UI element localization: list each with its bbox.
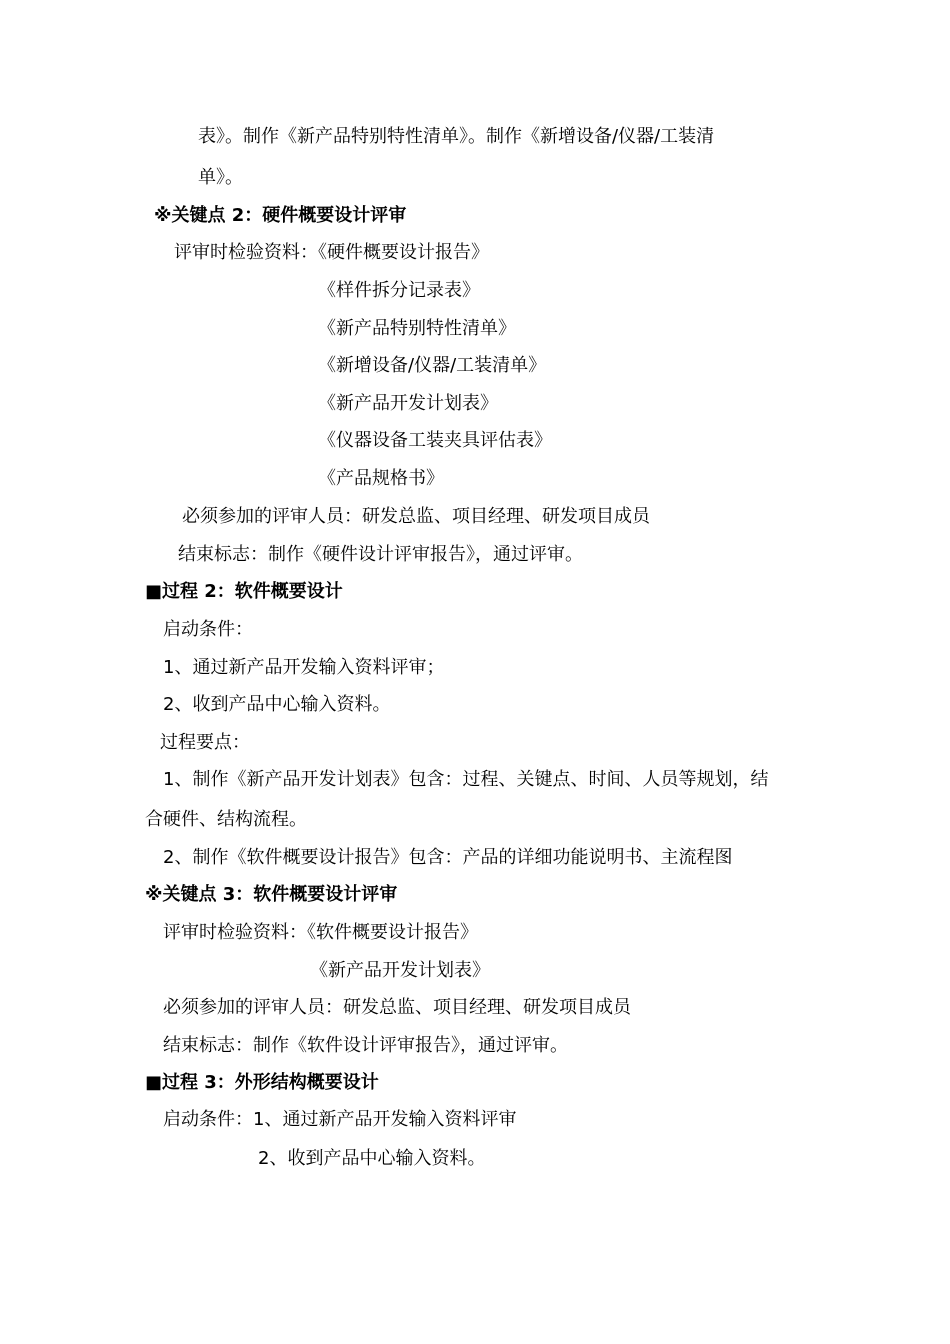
text-line: 《仪器设备工装夹具评估表》 xyxy=(318,430,552,451)
text-line: 1、通过新产品开发输入资料评审； xyxy=(163,657,445,678)
text-line: 过程要点： xyxy=(160,732,250,753)
text-line: 评审时检验资料：《软件概要设计报告》 xyxy=(163,922,478,943)
text-line: 《产品规格书》 xyxy=(318,468,444,489)
text-line: 《样件拆分记录表》 xyxy=(318,280,480,301)
text-line: 必须参加的评审人员：研发总监、项目经理、研发项目成员 xyxy=(163,997,631,1018)
section-heading: ■过程 2：软件概要设计 xyxy=(145,581,343,602)
text-line: 2、收到产品中心输入资料。 xyxy=(258,1148,486,1169)
section-heading: ■过程 3：外形结构概要设计 xyxy=(145,1072,379,1093)
section-heading: ※关键点 3：软件概要设计评审 xyxy=(145,884,398,905)
text-line: 表》。制作《新产品特别特性清单》。制作《新增设备/仪器/工装清 xyxy=(198,126,715,147)
text-line: 单》。 xyxy=(198,167,243,188)
text-line: 评审时检验资料：《硬件概要设计报告》 xyxy=(174,242,489,263)
text-line: 《新产品特别特性清单》 xyxy=(318,318,516,339)
text-line: 1、制作《新产品开发计划表》包含：过程、关键点、时间、人员等规划，结 xyxy=(163,769,769,790)
text-line: 2、收到产品中心输入资料。 xyxy=(163,694,391,715)
text-line: 结束标志：制作《硬件设计评审报告》，通过评审。 xyxy=(178,544,583,565)
text-line: 2、制作《软件概要设计报告》包含：产品的详细功能说明书、主流程图 xyxy=(163,847,733,868)
text-line: 合硬件、结构流程。 xyxy=(145,809,307,830)
text-line: 《新增设备/仪器/工装清单》 xyxy=(318,355,547,376)
text-line: 必须参加的评审人员：研发总监、项目经理、研发项目成员 xyxy=(182,506,650,527)
text-line: 《新产品开发计划表》 xyxy=(310,960,490,981)
section-heading: ※关键点 2：硬件概要设计评审 xyxy=(154,205,407,226)
text-line: 启动条件：1、通过新产品开发输入资料评审 xyxy=(163,1109,517,1130)
text-line: 《新产品开发计划表》 xyxy=(318,393,498,414)
text-line: 启动条件： xyxy=(163,619,253,640)
text-line: 结束标志：制作《软件设计评审报告》，通过评审。 xyxy=(163,1035,568,1056)
